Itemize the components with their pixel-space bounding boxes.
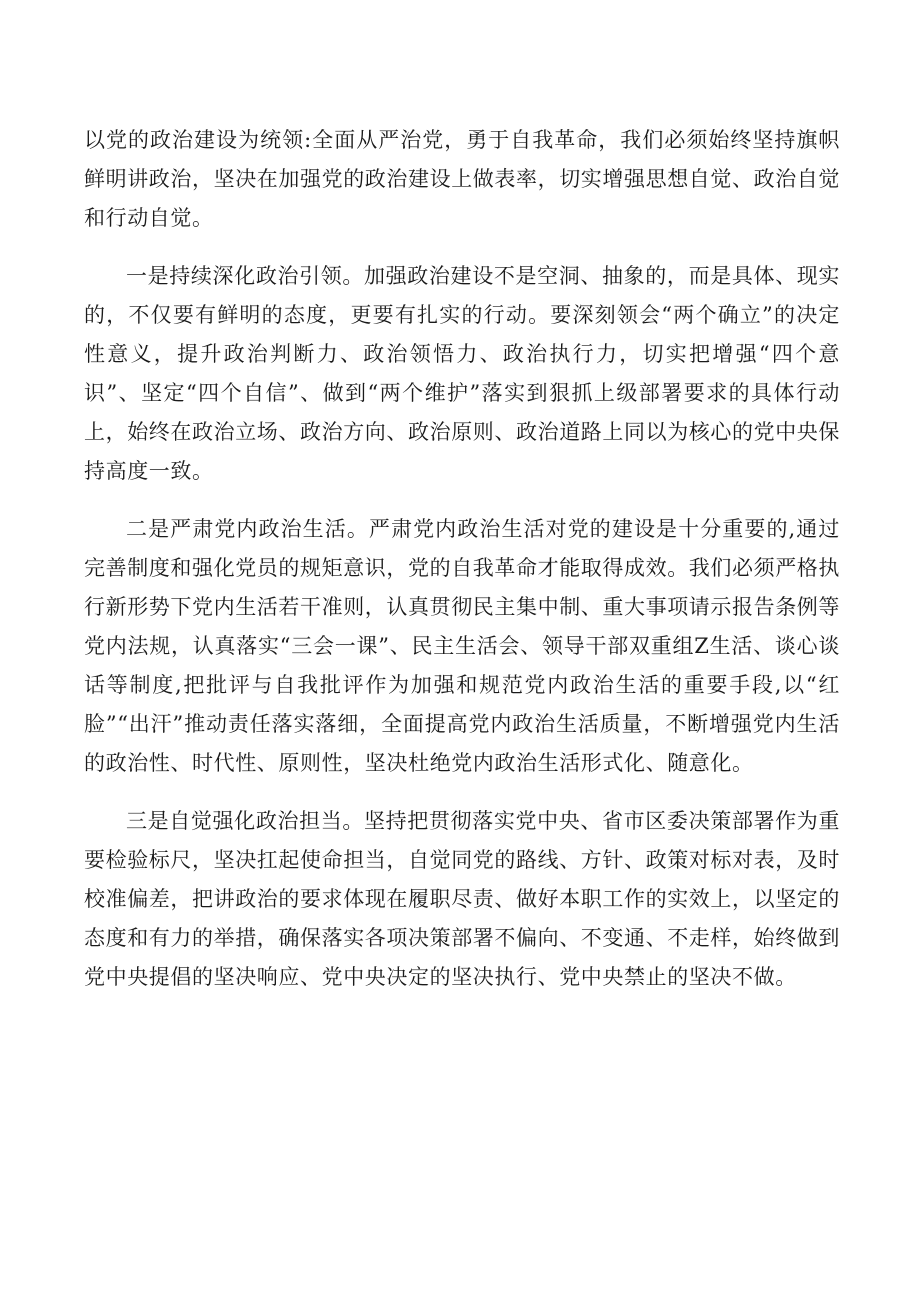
paragraph-party-political-life: 二是严肃党内政治生活。严肃党内政治生活对党的建设是十分重要的,通过完善制度和强化党员的规矩意识，党的自我革命才能取得成效。我们必须严格执行新形势下党内生活若干准则，认真贯彻民主集中制、重大事项请示报告条例等党内法规，认真落实“三会一课”、民主生活会、领导干部双重组Z生活、谈心谈话等制度,把批评与自我批评作为加强和规范党内政治生活的重要手段,以“红脸”“出汗”推动责任落实落细，全面提高党内政治生活质量，不断增强党内生活的政治性、时代性、原则性，坚决杜绝党内政治生活形式化、随意化。 — [84, 517, 840, 775]
paragraph-intro: 以党的政治建设为统领:全面从严治党，勇于自我革命，我们必须始终坚持旗帜鲜明讲政治，坚决在加强党的政治建设上做表率，切实增强思想自觉、政治自觉和行动自觉。 — [84, 128, 840, 230]
paragraph-political-guidance: 一是持续深化政治引领。加强政治建设不是空洞、抽象的，而是具体、现实的，不仅要有鲜明的态度，更要有扎实的行动。要深刻领会“两个确立”的决定性意义，提升政治判断力、政治领悟力、政治执行力，切实把增强“四个意识”、坚定“四个自信”、做到“两个维护”落实到狠抓上级部署要求的具体行动上，始终在政治立场、政治方向、政治原则、政治道路上同以为核心的党中央保持高度一致。 — [84, 264, 840, 483]
paragraph-political-responsibility: 三是自觉强化政治担当。坚持把贯彻落实党中央、省市区委决策部署作为重要检验标尺，坚决扛起使命担当，自觉同党的路线、方针、政策对标对表，及时校准偏差，把讲政治的要求体现在履职尽责、做好本职工作的实效上，以坚定的态度和有力的举措，确保落实各项决策部署不偏向、不变通、不走样，始终做到党中央提倡的坚决响应、党中央决定的坚决执行、党中央禁止的坚决不做。 — [84, 809, 840, 989]
document-body — [84, 121, 840, 1016]
